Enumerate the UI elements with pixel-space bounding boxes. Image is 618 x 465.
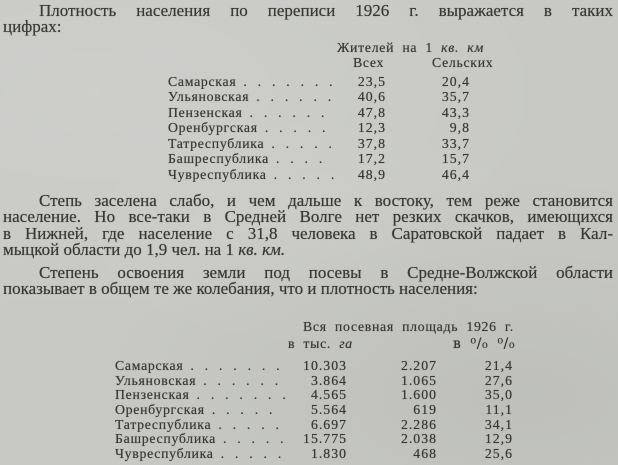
value-total-area: 15.775 <box>303 431 347 447</box>
leader-dots: . . . . . <box>273 166 335 182</box>
leader-dots: . . . . . . <box>249 104 326 120</box>
unit-sq-km: кв. км <box>441 40 484 55</box>
region-name: Пензенская <box>115 388 190 403</box>
region-name: Ульяновская <box>115 373 197 388</box>
paragraph-land-use-intro <box>3 265 613 298</box>
leader-dots: . . . . . <box>218 417 280 432</box>
text-line: Степь заселена слабо, и чем дальше к востоку, тем реже становится <box>39 191 613 210</box>
value-rural: 15,7 <box>441 151 470 167</box>
paragraph-population-density-intro <box>3 0 613 36</box>
leader-dots: . . . . . . . <box>190 359 281 373</box>
value-total-area: 5.564 <box>310 401 347 417</box>
value-rural: 33,7 <box>441 135 470 151</box>
table-title <box>337 40 484 56</box>
value-sown-area: 468 <box>413 445 437 461</box>
column-header-percent: в ⁰/₀ ⁰/₀ <box>453 336 516 352</box>
table-row <box>168 105 474 120</box>
leader-dots: . . . . . . . <box>243 74 334 89</box>
table-row <box>168 120 474 135</box>
table-row <box>115 374 513 389</box>
text-segment: в тыс. <box>288 336 340 351</box>
leader-dots: . . . . . . . <box>196 388 287 403</box>
paragraph-steppe-population <box>3 193 613 259</box>
value-total-area: 6.697 <box>310 416 347 432</box>
leader-dots: . . . . . <box>211 402 274 417</box>
value-sown-area: 619 <box>413 401 437 417</box>
region-name: Пензенская <box>168 104 243 120</box>
value-rural: 20,4 <box>441 74 470 89</box>
leader-dots: . . . . . <box>220 446 282 461</box>
table-row <box>115 403 513 418</box>
text-line: в Нижней, где население с 31,8 человека в Саратовской падает в Кал- <box>3 223 613 243</box>
text-line: Плотность населения по переписи 1926 г. выражается в таких <box>39 1 613 20</box>
value-all: 17,2 <box>357 151 386 167</box>
value-all: 37,8 <box>357 135 386 151</box>
table-title: Вся посевная площадь 1926 г. <box>303 319 514 334</box>
text-line: Степень освоения земли под посевы в Средне-Волжской области <box>39 263 613 282</box>
value-percent: 35,0 <box>484 387 513 403</box>
region-name: Башреспублика <box>115 432 216 447</box>
leader-dots: . . . . . <box>264 120 327 136</box>
value-all: 40,6 <box>357 89 386 105</box>
value-all: 47,8 <box>357 104 386 120</box>
value-sown-area: 2.286 <box>400 416 437 432</box>
region-name: Самарская <box>168 74 237 89</box>
value-total-area: 1.830 <box>310 445 347 461</box>
value-percent: 25,6 <box>484 445 513 461</box>
value-rural: 43,3 <box>441 104 470 120</box>
text-line: показывает в общем те же колебания, что и плотность населения: <box>3 279 478 299</box>
region-name: Чувреспублика <box>168 166 267 182</box>
column-header-rural: Сельских <box>432 55 494 70</box>
table-title-text: Жителей на 1 <box>337 40 442 55</box>
region-name: Ульяновская <box>168 89 250 105</box>
value-rural: 9,8 <box>449 120 470 136</box>
value-sown-area: 1.600 <box>400 387 437 403</box>
region-name: Самарская <box>115 359 184 373</box>
value-percent: 27,6 <box>484 372 513 388</box>
column-header-thousand-ha <box>288 336 353 352</box>
leader-dots: . . . . . . <box>256 89 332 105</box>
text-line: население. Но все-таки в Средней Волге нет резких скачков, имеющихся <box>3 207 613 227</box>
table-rows <box>168 74 474 182</box>
value-percent: 11,1 <box>485 401 513 417</box>
value-sown-area: 1.065 <box>400 372 437 388</box>
value-percent: 12,9 <box>484 431 513 447</box>
region-name: Татреспублика <box>115 417 212 432</box>
value-sown-area: 2.207 <box>400 358 437 373</box>
leader-dots: . . . . . <box>222 432 285 447</box>
region-name: Оренбургская <box>115 402 205 417</box>
value-all: 12,3 <box>357 120 386 136</box>
value-total-area: 10.303 <box>303 358 347 373</box>
value-all: 48,9 <box>357 166 386 182</box>
table-row <box>115 359 513 374</box>
text-line <box>3 242 613 258</box>
table-row <box>115 418 513 433</box>
region-name: Оренбургская <box>168 120 258 136</box>
value-total-area: 3.864 <box>310 372 347 388</box>
value-percent: 34,1 <box>484 416 513 432</box>
value-percent: 21,4 <box>484 358 513 373</box>
value-rural: 46,4 <box>441 166 470 182</box>
table-row <box>115 432 513 447</box>
text-segment: мыцкой области до 1,9 чел. на 1 <box>3 240 239 260</box>
column-header-all: Всех <box>353 55 385 70</box>
table-row <box>168 167 474 182</box>
region-name: Чувреспублика <box>115 446 214 461</box>
value-sown-area: 2.038 <box>400 431 437 447</box>
leader-dots: . . . . <box>275 151 323 167</box>
table-row <box>115 447 513 462</box>
region-name: Татреспублика <box>168 135 265 151</box>
table-rows <box>115 359 513 461</box>
value-rural: 35,7 <box>441 89 470 105</box>
leader-dots: . . . . . . <box>203 373 279 388</box>
region-name: Башреспублика <box>168 151 269 167</box>
table-row <box>115 388 513 403</box>
table-row <box>168 74 474 89</box>
table-row <box>168 89 474 104</box>
table-row <box>168 151 474 166</box>
leader-dots: . . . . . <box>271 135 333 151</box>
unit-hectare: га <box>339 336 353 351</box>
value-all: 23,5 <box>357 74 386 89</box>
table-row <box>168 136 474 151</box>
unit-sq-km: кв. км. <box>238 240 286 260</box>
text-line: цифрах: <box>3 17 62 37</box>
value-total-area: 4.565 <box>310 387 347 403</box>
